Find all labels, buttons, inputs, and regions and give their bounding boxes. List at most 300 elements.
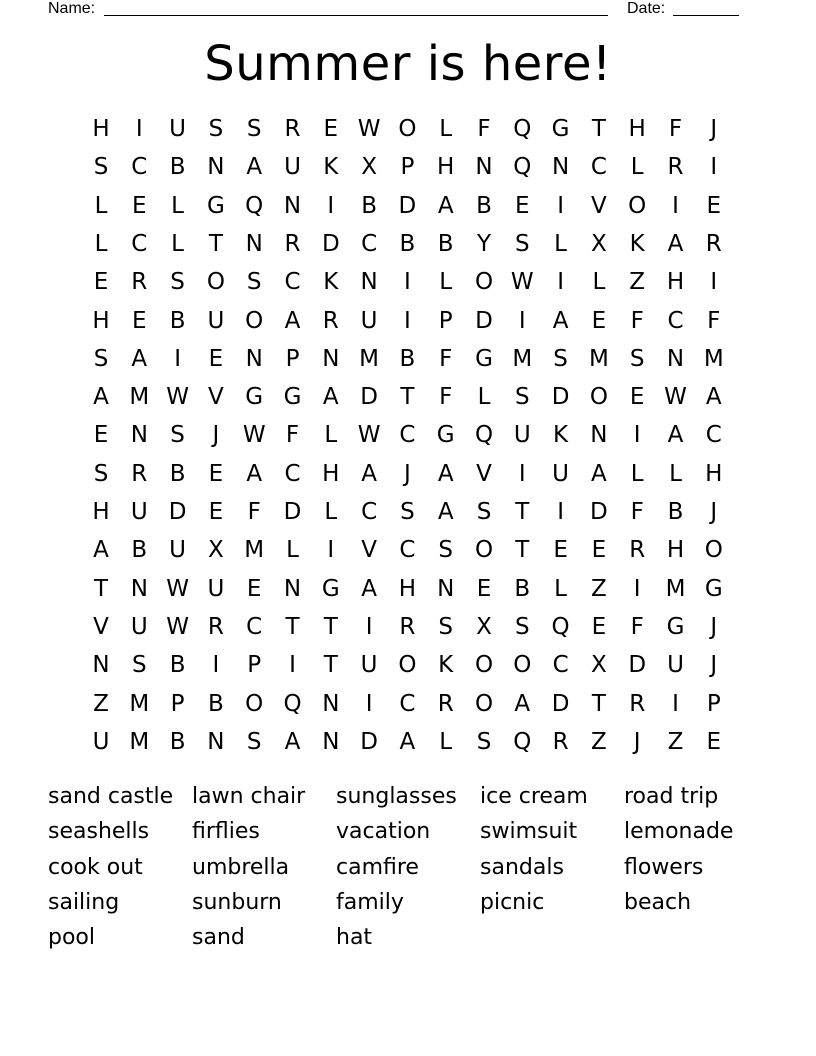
grid-letter: C — [284, 269, 301, 296]
grid-letter: V — [476, 460, 492, 487]
grid-letter: W — [664, 384, 687, 411]
grid-letter: N — [322, 690, 340, 717]
grid-letter: S — [553, 345, 568, 372]
grid-letter: G — [321, 575, 340, 602]
grid-letter: U — [513, 422, 531, 449]
grid-letter: M — [512, 345, 533, 372]
grid-letter: A — [361, 460, 377, 487]
grid-letter: L — [669, 460, 682, 487]
grid-letter: S — [246, 116, 262, 142]
grid-letter: Q — [474, 422, 494, 449]
grid-letter: A — [322, 384, 339, 411]
grid-letter: S — [514, 384, 530, 411]
grid-letter: P — [247, 652, 262, 679]
grid-letter: S — [131, 652, 147, 679]
grid-letter: O — [245, 690, 264, 717]
worksheet-header — [48, 0, 748, 20]
grid-letter: I — [135, 116, 143, 142]
grid-letter: A — [667, 230, 684, 257]
grid-letter: Q — [245, 192, 264, 219]
grid-letter: N — [590, 422, 608, 449]
grid-letter: F — [439, 345, 453, 372]
grid-letter: I — [672, 192, 679, 219]
grid-letter: N — [666, 345, 685, 372]
grid-letter: N — [130, 575, 148, 602]
word-bank-item: sunburn — [192, 890, 282, 915]
grid-letter: E — [591, 537, 607, 564]
grid-letter: U — [169, 116, 187, 142]
grid-letter: F — [630, 307, 644, 334]
word-bank-item: beach — [624, 890, 692, 915]
grid-letter: O — [589, 384, 608, 411]
grid-letter: T — [285, 613, 300, 640]
grid-letter: T — [323, 613, 338, 640]
grid-letter: E — [208, 460, 224, 487]
grid-letter: H — [92, 499, 110, 525]
grid-letter: Q — [513, 154, 532, 181]
grid-letter: Z — [591, 575, 607, 602]
grid-letter: A — [361, 575, 377, 602]
grid-letter: Q — [513, 116, 532, 142]
grid-letter: N — [207, 154, 225, 181]
grid-letter: L — [554, 230, 567, 257]
grid-letter: H — [666, 537, 685, 564]
grid-letter: C — [590, 154, 607, 181]
grid-letter: P — [285, 345, 300, 372]
word-bank-item: camfire — [336, 855, 419, 880]
grid-letter: N — [92, 652, 110, 679]
grid-letter: H — [437, 154, 455, 181]
grid-letter: A — [93, 384, 109, 411]
word-bank-item: flowers — [624, 855, 704, 880]
grid-letter: R — [629, 537, 646, 564]
grid-letter: S — [629, 345, 645, 372]
grid-letter: F — [668, 116, 683, 142]
grid-letter: N — [322, 345, 340, 372]
grid-row — [0, 608, 816, 646]
grid-letter: I — [710, 154, 718, 181]
grid-letter: T — [323, 652, 338, 679]
grid-letter: O — [474, 537, 494, 564]
grid-letter: E — [208, 499, 224, 525]
word-bank-item: cook out — [48, 855, 143, 880]
grid-letter: I — [365, 690, 373, 717]
word-bank-item: sandals — [480, 855, 564, 880]
grid-letter: C — [284, 460, 301, 487]
grid-letter: D — [628, 652, 647, 679]
grid-letter: D — [590, 499, 608, 525]
grid-letter: A — [284, 307, 301, 334]
grid-letter: T — [591, 116, 606, 142]
grid-letter: R — [131, 460, 148, 487]
grid-letter: W — [166, 384, 189, 411]
grid-letter: M — [703, 345, 724, 372]
grid-letter: R — [399, 613, 416, 640]
grid-letter: R — [705, 230, 722, 257]
grid-letter: E — [132, 192, 147, 219]
grid-letter: N — [360, 269, 378, 296]
grid-letter: A — [399, 728, 416, 755]
grid-letter: B — [169, 307, 186, 334]
grid-letter: A — [437, 460, 454, 487]
grid-letter: S — [438, 537, 453, 564]
grid-letter: O — [628, 192, 647, 219]
grid-letter: T — [591, 690, 606, 717]
grid-letter: X — [591, 652, 607, 679]
grid-letter: S — [170, 269, 185, 296]
word-bank-item: sand castle — [48, 784, 174, 809]
grid-letter: K — [438, 652, 454, 679]
grid-letter: A — [705, 384, 722, 411]
grid-letter: E — [591, 613, 607, 640]
grid-letter: L — [324, 499, 338, 525]
grid-letter: D — [551, 384, 570, 411]
word-bank-item: pool — [48, 925, 95, 950]
grid-letter: E — [629, 384, 645, 411]
grid-letter: W — [166, 613, 189, 640]
grid-letter: D — [360, 728, 378, 755]
grid-letter: B — [399, 230, 416, 257]
date-label: Date: — [627, 0, 666, 17]
grid-letter: I — [633, 422, 641, 449]
grid-letter: R — [552, 728, 569, 755]
grid-letter: O — [398, 652, 417, 679]
grid-letter: I — [403, 269, 411, 296]
grid-letter: G — [245, 384, 264, 411]
word-bank-item: hat — [336, 925, 373, 950]
word-bank-item: sailing — [48, 890, 120, 915]
grid-letter: U — [169, 537, 187, 564]
grid-letter: W — [357, 116, 381, 142]
grid-letter: R — [284, 230, 301, 257]
grid-letter: G — [475, 345, 493, 372]
grid-letter: L — [439, 116, 453, 142]
grid-letter: P — [438, 307, 453, 334]
grid-letter: A — [246, 154, 263, 181]
grid-letter: W — [242, 422, 266, 449]
grid-letter: U — [667, 652, 684, 679]
grid-row — [0, 416, 816, 454]
grid-letter: U — [360, 307, 378, 334]
grid-letter: B — [169, 652, 186, 679]
grid-letter: U — [92, 728, 110, 755]
grid-letter: Q — [283, 690, 302, 717]
grid-letter: N — [283, 192, 302, 219]
grid-letter: S — [170, 422, 185, 449]
grid-letter: N — [207, 728, 225, 755]
grid-letter: E — [208, 345, 224, 372]
grid-row — [0, 225, 816, 263]
grid-letter: N — [245, 345, 263, 372]
grid-letter: V — [361, 537, 377, 564]
grid-row — [0, 531, 816, 569]
grid-letter: L — [94, 230, 108, 257]
grid-letter: H — [92, 116, 110, 142]
grid-letter: H — [666, 269, 685, 296]
grid-row — [0, 302, 816, 340]
grid-letter: Z — [629, 269, 646, 296]
grid-row — [0, 148, 816, 186]
grid-letter: S — [514, 230, 530, 257]
grid-letter: M — [665, 575, 686, 602]
grid-letter: C — [131, 154, 148, 181]
grid-letter: P — [400, 154, 415, 181]
grid-letter: M — [588, 345, 609, 372]
grid-letter: C — [399, 690, 416, 717]
grid-letter: F — [285, 422, 300, 449]
grid-row — [0, 378, 816, 416]
grid-letter: S — [93, 345, 109, 372]
grid-letter: E — [591, 307, 607, 334]
grid-letter: U — [130, 613, 148, 640]
grid-letter: T — [515, 499, 530, 525]
grid-letter: C — [667, 307, 684, 334]
grid-letter: O — [206, 269, 225, 296]
grid-letter: G — [206, 192, 225, 219]
grid-letter: V — [208, 384, 224, 411]
grid-letter: M — [359, 345, 380, 372]
grid-letter: T — [93, 575, 109, 602]
grid-letter: D — [475, 307, 493, 334]
grid-letter: I — [365, 613, 373, 640]
grid-letter: H — [628, 116, 646, 142]
grid-letter: W — [510, 269, 534, 296]
grid-letter: A — [284, 728, 301, 755]
grid-row — [0, 493, 816, 531]
grid-letter: S — [93, 460, 109, 487]
grid-letter: A — [552, 307, 569, 334]
grid-letter: I — [327, 192, 335, 219]
grid-letter: Y — [476, 230, 492, 257]
grid-letter: R — [322, 307, 339, 334]
word-bank-item: swimsuit — [480, 819, 578, 844]
grid-letter: H — [322, 460, 340, 487]
word-bank-item: lawn chair — [192, 784, 306, 809]
grid-row — [0, 340, 816, 378]
grid-letter: V — [93, 613, 109, 640]
grid-letter: B — [476, 192, 492, 219]
grid-letter: J — [403, 460, 411, 487]
name-label: Name: — [48, 0, 96, 17]
grid-letter: O — [398, 116, 417, 142]
grid-letter: O — [474, 652, 494, 679]
grid-letter: B — [169, 728, 186, 755]
grid-letter: K — [323, 269, 339, 296]
grid-letter: O — [245, 307, 264, 334]
grid-letter: Z — [591, 728, 607, 755]
grid-letter: G — [551, 116, 570, 142]
grid-letter: E — [132, 307, 147, 334]
grid-row — [0, 570, 816, 608]
grid-letter: K — [629, 230, 645, 257]
grid-letter: E — [476, 575, 492, 602]
grid-letter: H — [92, 307, 110, 334]
grid-letter: S — [476, 728, 492, 755]
grid-letter: B — [399, 345, 416, 372]
grid-letter: L — [171, 230, 184, 257]
grid-letter: K — [553, 422, 569, 449]
grid-row — [0, 263, 816, 301]
grid-letter: L — [439, 269, 453, 296]
grid-letter: I — [672, 690, 679, 717]
grid-letter: E — [246, 575, 262, 602]
grid-letter: L — [592, 269, 606, 296]
grid-letter: I — [710, 269, 718, 296]
grid-letter: S — [438, 613, 453, 640]
grid-letter: X — [361, 154, 377, 181]
grid-letter: O — [513, 652, 532, 679]
grid-letter: J — [212, 422, 220, 449]
grid-letter: O — [704, 537, 723, 564]
grid-letter: U — [130, 499, 148, 525]
grid-letter: R — [667, 154, 684, 181]
grid-letter: Z — [93, 690, 109, 717]
grid-letter: L — [477, 384, 491, 411]
grid-letter: T — [208, 230, 223, 257]
grid-letter: G — [436, 422, 455, 449]
grid-letter: J — [633, 728, 641, 755]
word-bank-item: vacation — [336, 819, 431, 844]
grid-letter: B — [514, 575, 531, 602]
grid-row — [0, 187, 816, 225]
grid-letter: I — [518, 307, 526, 334]
grid-letter: A — [437, 192, 454, 219]
word-bank-item: picnic — [480, 890, 545, 915]
grid-letter: T — [515, 537, 530, 564]
grid-letter: L — [324, 422, 338, 449]
word-bank-item: seashells — [48, 819, 150, 844]
grid-letter: I — [633, 575, 641, 602]
grid-letter: J — [710, 613, 718, 640]
grid-letter: N — [551, 154, 570, 181]
grid-letter: E — [706, 728, 722, 755]
word-bank-item: umbrella — [192, 855, 290, 880]
grid-letter: K — [323, 154, 339, 181]
grid-letter: U — [360, 652, 378, 679]
grid-letter: U — [207, 575, 225, 602]
name-blank-line — [104, 15, 608, 16]
grid-letter: I — [403, 307, 411, 334]
grid-letter: W — [357, 422, 381, 449]
grid-letter: L — [286, 537, 299, 564]
word-bank-item: ice cream — [480, 784, 588, 809]
grid-letter: A — [514, 690, 531, 717]
grid-letter: C — [552, 652, 569, 679]
grid-letter: C — [705, 422, 722, 449]
grid-letter: M — [129, 728, 150, 755]
grid-letter: A — [246, 460, 263, 487]
grid-letter: N — [475, 154, 493, 181]
grid-letter: G — [704, 575, 723, 602]
word-bank-item: sunglasses — [336, 784, 457, 809]
grid-letter: B — [208, 690, 224, 717]
grid-letter: X — [591, 230, 607, 257]
grid-letter: B — [437, 230, 454, 257]
grid-letter: G — [283, 384, 302, 411]
grid-letter: N — [130, 422, 148, 449]
grid-letter: N — [245, 230, 263, 257]
grid-letter: F — [477, 116, 491, 142]
grid-letter: A — [667, 422, 684, 449]
grid-letter: I — [518, 460, 526, 487]
grid-letter: L — [171, 192, 184, 219]
word-bank-item: sand — [192, 925, 245, 950]
grid-letter: S — [400, 499, 415, 525]
grid-letter: M — [129, 384, 150, 411]
grid-letter: L — [630, 154, 644, 181]
grid-letter: L — [554, 575, 567, 602]
grid-letter: A — [93, 537, 109, 564]
grid-letter: L — [439, 728, 453, 755]
grid-letter: S — [476, 499, 492, 525]
grid-letter: H — [705, 460, 723, 487]
grid-letter: D — [168, 499, 187, 525]
grid-letter: U — [207, 307, 225, 334]
grid-letter: U — [552, 460, 570, 487]
grid-letter: R — [284, 116, 301, 142]
grid-letter: C — [131, 230, 148, 257]
grid-letter: B — [169, 460, 186, 487]
word-bank-item: family — [336, 890, 404, 915]
grid-letter: S — [208, 116, 224, 142]
grid-letter: L — [94, 192, 108, 219]
grid-letter: A — [131, 345, 148, 372]
grid-letter: I — [557, 499, 564, 525]
grid-letter: I — [557, 192, 564, 219]
grid-letter: F — [247, 499, 261, 525]
grid-letter: X — [208, 537, 224, 564]
grid-letter: X — [476, 613, 492, 640]
grid-letter: R — [437, 690, 454, 717]
grid-letter: S — [514, 613, 530, 640]
grid-letter: M — [244, 537, 265, 564]
grid-letter: I — [174, 345, 181, 372]
grid-letter: C — [399, 422, 416, 449]
grid-letter: C — [361, 499, 378, 525]
grid-letter: E — [93, 422, 109, 449]
grid-letter: C — [361, 230, 378, 257]
grid-letter: D — [321, 230, 340, 257]
grid-letter: B — [667, 499, 684, 525]
grid-letter: J — [710, 652, 718, 679]
grid-letter: J — [710, 116, 718, 142]
grid-row — [0, 723, 816, 761]
grid-letter: F — [630, 613, 644, 640]
grid-letter: V — [591, 192, 607, 219]
grid-letter: F — [439, 384, 453, 411]
grid-letter: A — [437, 499, 454, 525]
grid-letter: R — [207, 613, 224, 640]
grid-row — [0, 110, 816, 148]
grid-letter: E — [93, 269, 109, 296]
grid-letter: I — [557, 269, 564, 296]
grid-letter: B — [169, 154, 186, 181]
grid-letter: I — [212, 652, 220, 679]
grid-row — [0, 646, 816, 684]
grid-letter: R — [629, 690, 646, 717]
grid-letter: I — [289, 652, 296, 679]
grid-letter: F — [707, 307, 721, 334]
grid-letter: N — [322, 728, 340, 755]
grid-letter: T — [400, 384, 415, 411]
grid-letter: E — [515, 192, 530, 219]
grid-letter: B — [361, 192, 377, 219]
grid-letter: S — [93, 154, 109, 181]
word-bank-item: firflies — [192, 819, 260, 844]
grid-letter: Q — [551, 613, 570, 640]
grid-letter: W — [166, 575, 189, 602]
date-blank-line — [673, 15, 739, 16]
